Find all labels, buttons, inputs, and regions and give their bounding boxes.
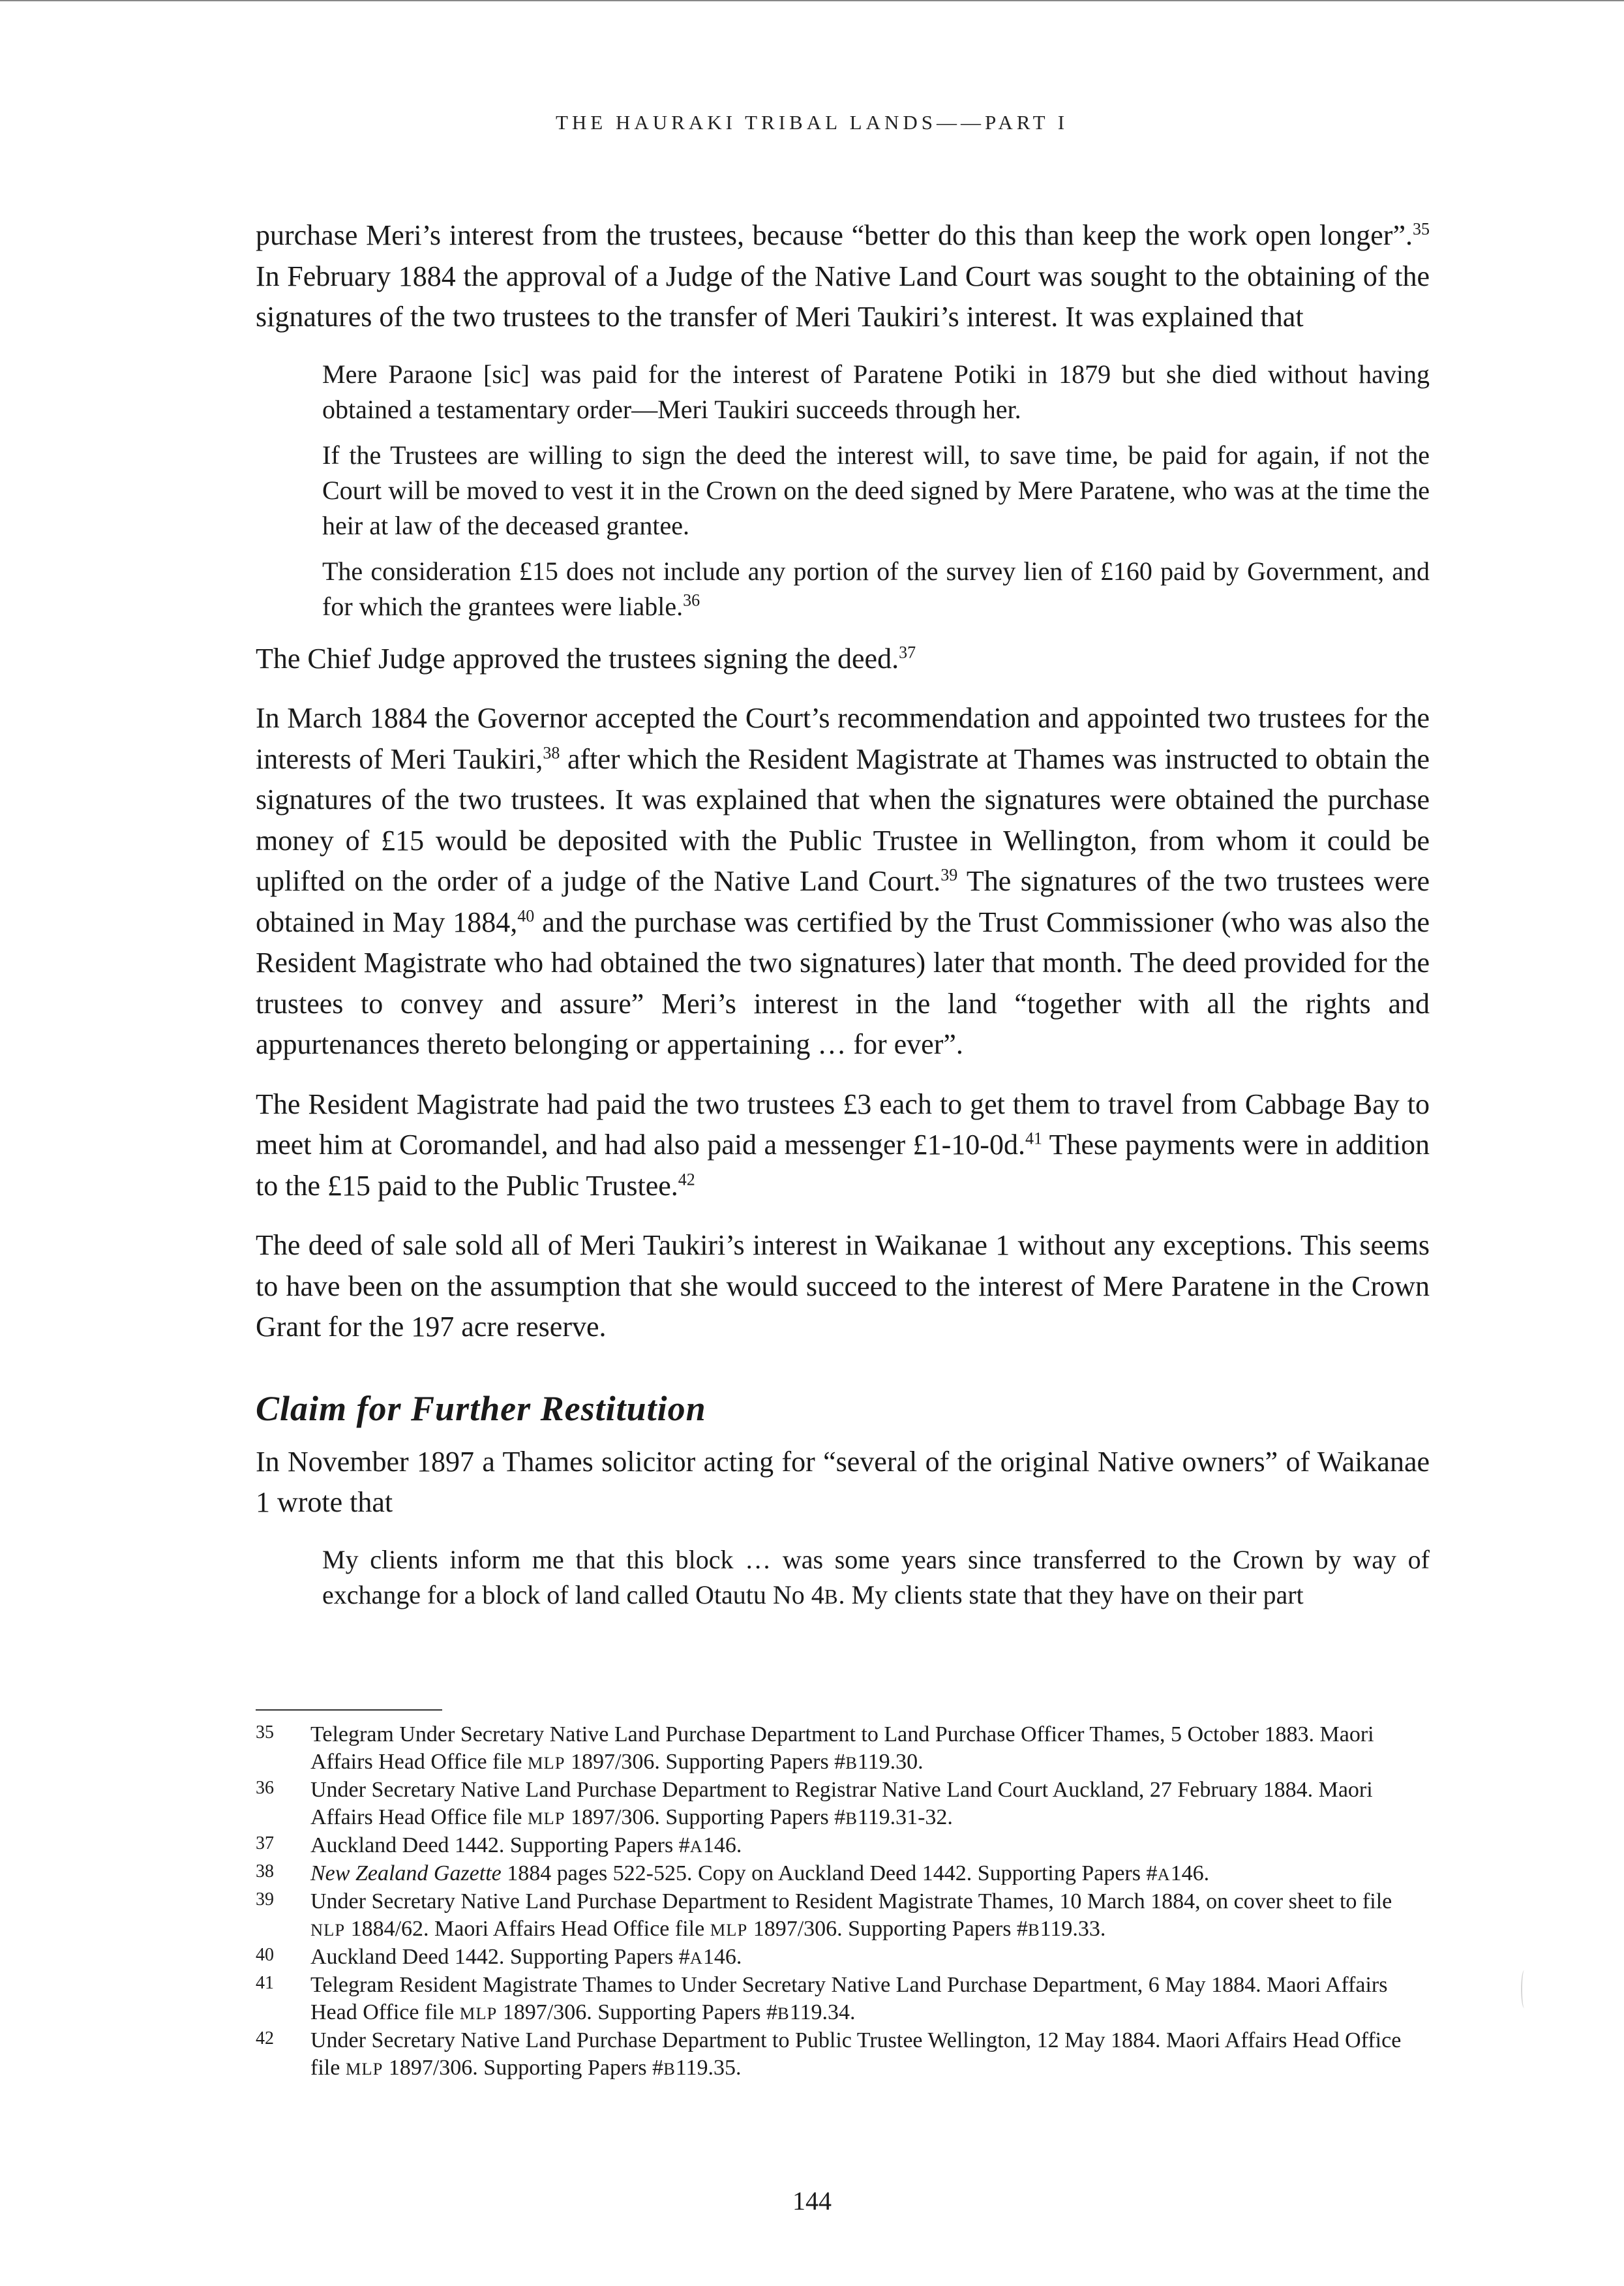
main-text bbox=[256, 215, 1430, 1629]
footnote-small-caps: A bbox=[1157, 1865, 1171, 1884]
footnote-text-part: 119.33. bbox=[1040, 1917, 1106, 1941]
footnote-ref-41[interactable]: 41 bbox=[1025, 1129, 1042, 1148]
footnote-ref-40[interactable]: 40 bbox=[517, 906, 535, 925]
footnote-small-caps: B bbox=[845, 1753, 858, 1773]
footnote-37 bbox=[256, 1832, 1430, 1860]
footnote-number: 35 bbox=[256, 1722, 274, 1743]
footnote-text-part: 1897/306. Supporting Papers # bbox=[383, 2056, 664, 2080]
footnote-text-part: 119.35. bbox=[675, 2056, 742, 2080]
footnote-35 bbox=[256, 1721, 1430, 1776]
footnote-text-part: Under Secretary Native Land Purchase Department to Registrar Native Land Court Auckland, 27 February 1884. Maori Affairs Head Office file bbox=[310, 1778, 1373, 1829]
footnote-text-part: Telegram Under Secretary Native Land Purchase Department to Land Purchase Officer Thames, 5 October 1883. Maori Affairs Head Office file bbox=[310, 1722, 1374, 1774]
footnote-41 bbox=[256, 1972, 1430, 2027]
footnote-number: 39 bbox=[256, 1889, 274, 1910]
footnote-text-part: 1897/306. Supporting Papers # bbox=[497, 2000, 778, 2024]
footnote-ref-42[interactable]: 42 bbox=[678, 1169, 695, 1189]
footnote-text bbox=[310, 1832, 1430, 1860]
paragraph-3-text-b: after which the Resident Magistrate at Thames was instructed to obtain the signatures of the two trustees. It was explained that when the signatures were obtained the purchase money of £15 would be deposited with the Public Trustee in Wellington, from whom it could be uplifted on the order of a judge of the Native Land Court. bbox=[256, 742, 1430, 897]
paragraph-2-text: The Chief Judge approved the trustees signing the deed. bbox=[256, 642, 899, 675]
paragraph-3 bbox=[256, 698, 1430, 1065]
footnote-text-part: Telegram Resident Magistrate Thames to Under Secretary Native Land Purchase Department, 6 May 1884. Maori Affairs Head Office file bbox=[310, 1973, 1388, 2024]
footnote-divider bbox=[256, 1709, 442, 1711]
paragraph-3-text-a: In March 1884 the Governor accepted the Court’s recommendation and appointed two trustees for the interests of Meri Taukiri, bbox=[256, 702, 1430, 775]
section-heading-text: Claim for Further Restitution bbox=[256, 1388, 706, 1428]
footnote-small-caps: MLP bbox=[710, 1920, 748, 1940]
block-quote-2-paragraph-1 bbox=[322, 1542, 1430, 1615]
paragraph-1-text-b: In February 1884 the approval of a Judge of the Native Land Court was sought to the obtaining of the signatures of the two trustees to the transfer of Meri Taukiri’s interest. It was explained that bbox=[256, 260, 1430, 333]
paragraph-6: In November 1897 a Thames solicitor acting for “several of the original Native owners” of Waikanae 1 wrote that bbox=[256, 1445, 1430, 1518]
footnote-text-part: Auckland Deed 1442. Supporting Papers # bbox=[310, 1945, 690, 1969]
footnote-text-part: 1897/306. Supporting Papers # bbox=[565, 1750, 846, 1774]
scan-mark bbox=[1521, 1970, 1527, 2008]
footnote-text-part: Under Secretary Native Land Purchase Department to Resident Magistrate Thames, 10 March 1884, on cover sheet to file bbox=[310, 1889, 1392, 1913]
footnote-number: 40 bbox=[256, 1945, 274, 1965]
footnote-text bbox=[310, 1888, 1430, 1943]
footnote-text-part: 146. bbox=[702, 1945, 742, 1969]
footnote-ref-36[interactable]: 36 bbox=[683, 590, 700, 610]
paragraph-1 bbox=[256, 215, 1430, 338]
footnote-ref-37[interactable]: 37 bbox=[899, 642, 916, 662]
footnote-38 bbox=[256, 1860, 1430, 1888]
block-quote-1 bbox=[322, 357, 1430, 624]
block-quote-1-paragraph-1: Mere Paraone [sic] was paid for the interest of Paratene Potiki in 1879 but she died without having obtained a testamentary order—Meri Taukiri succeeds through her. bbox=[322, 359, 1430, 424]
block-quote-2-text-c: . My clients state that they have on their part bbox=[838, 1579, 1304, 1609]
footnote-small-caps: B bbox=[1027, 1920, 1040, 1940]
footnote-number: 42 bbox=[256, 2028, 274, 2049]
footnote-text bbox=[310, 1943, 1430, 1972]
footnote-ref-39[interactable]: 39 bbox=[940, 865, 958, 885]
footnote-text-part: Auckland Deed 1442. Supporting Papers # bbox=[310, 1833, 690, 1857]
footnote-text bbox=[310, 1721, 1430, 1776]
footnote-text-part: 1884 pages 522-525. Copy on Auckland Deed 1442. Supporting Papers # bbox=[501, 1861, 1158, 1885]
footnote-small-caps: MLP bbox=[527, 1753, 565, 1773]
footnote-text bbox=[310, 2027, 1430, 2082]
footnote-small-caps: MLP bbox=[345, 2059, 383, 2079]
block-quote-1-paragraph-3 bbox=[322, 554, 1430, 624]
footnote-small-caps: A bbox=[689, 1836, 703, 1856]
footnote-ref-35[interactable]: 35 bbox=[1413, 219, 1430, 239]
footnote-text-part: 146. bbox=[1170, 1861, 1210, 1885]
footnote-small-caps: B bbox=[663, 2059, 676, 2079]
block-quote-1-paragraph-2: If the Trustees are willing to sign the deed the interest will, to save time, be paid for again, if not the Court will be moved to vest it in the Crown on the deed signed by Mere Paratene, who was at the time the heir at law of the deceased grantee. bbox=[322, 440, 1430, 540]
footnote-text bbox=[310, 1972, 1430, 2027]
paragraph-3-text-c: The signatures of the two trustees were obtained in May 1884, bbox=[256, 865, 1430, 938]
footnote-text-part: 119.34. bbox=[789, 2000, 856, 2024]
footnote-small-caps: MLP bbox=[459, 2004, 498, 2023]
footnote-number: 37 bbox=[256, 1833, 274, 1853]
footnote-42 bbox=[256, 2027, 1430, 2082]
footnote-small-caps: A bbox=[689, 1948, 703, 1968]
paragraph-4-text-a: The Resident Magistrate had paid the two trustees £3 each to get them to travel from Cabbage Bay to meet him at Coromandel, and had also paid a messenger £1-10-0d. bbox=[256, 1088, 1430, 1161]
footnote-text-part: 1897/306. Supporting Papers # bbox=[747, 1917, 1028, 1941]
paragraph-5: The deed of sale sold all of Meri Taukiri’s interest in Waikanae 1 without any exceptions. This seems to have been on the assumption that she would succeed to the interest of Mere Paratene in the Crown Grant for the 197 acre reserve. bbox=[256, 1229, 1430, 1343]
footnote-number: 41 bbox=[256, 1973, 274, 1993]
paragraph-4-text-b: These payments were in addition to the £15 paid to the Public Trustee. bbox=[256, 1129, 1430, 1202]
block-quote-2-small-caps: B bbox=[824, 1585, 839, 1608]
footnotes bbox=[256, 1721, 1430, 2082]
footnote-number: 38 bbox=[256, 1861, 274, 1882]
running-head: THE HAURAKI TRIBAL LANDS——PART I bbox=[555, 111, 1069, 134]
block-quote-2 bbox=[322, 1542, 1430, 1615]
footnote-text-part: 1884/62. Maori Affairs Head Office file bbox=[345, 1917, 710, 1941]
footnote-small-caps: B bbox=[777, 2004, 790, 2023]
footnote-40 bbox=[256, 1943, 1430, 1972]
footnote-small-caps: MLP bbox=[527, 1808, 565, 1828]
footnote-text bbox=[310, 1776, 1430, 1832]
paragraph-4 bbox=[256, 1084, 1430, 1207]
block-quote-1-paragraph-3-text: The consideration £15 does not include any portion of the survey lien of £160 paid by Government, and for which the grantees were liable. bbox=[322, 556, 1430, 621]
footnote-ref-38[interactable]: 38 bbox=[543, 742, 560, 762]
paragraph-3-text-d: and the purchase was certified by the Trust Commissioner (who was also the Resident Magistrate who had obtained the two signatures) later that month. The deed provided for the trustees to convey and assure” Meri’s interest in the land “together with all the rights and appurtenances thereto belonging or appertaining … for ever”. bbox=[256, 906, 1430, 1060]
paragraph-2 bbox=[256, 639, 1430, 680]
footnote-italic-title: New Zealand Gazette bbox=[310, 1861, 502, 1885]
footnote-text-part: Under Secretary Native Land Purchase Department to Public Trustee Wellington, 12 May 1884. Maori Affairs Head Office file bbox=[310, 2028, 1402, 2080]
footnote-text-part: 1897/306. Supporting Papers # bbox=[565, 1805, 846, 1829]
footnote-small-caps: NLP bbox=[310, 1920, 346, 1940]
footnote-text-part: 119.30. bbox=[857, 1750, 924, 1774]
footnote-text-part: 119.31-32. bbox=[857, 1805, 953, 1829]
footnote-small-caps: B bbox=[845, 1808, 858, 1828]
page-number: 144 bbox=[792, 2186, 832, 2216]
footnote-text bbox=[310, 1860, 1430, 1888]
block-quote-2-text-a: My clients inform me that this block … was some years since transferred to the Crown by way of exchange for a block of land called Otautu No 4 bbox=[322, 1544, 1430, 1609]
paragraph-1-text-a: purchase Meri’s interest from the trustees, because “better do this than keep the work open longer”. bbox=[256, 219, 1413, 251]
footnote-39 bbox=[256, 1888, 1430, 1943]
footnote-number: 36 bbox=[256, 1778, 274, 1798]
footnote-text-part: 146. bbox=[702, 1833, 742, 1857]
section-heading bbox=[256, 1387, 1430, 1430]
footnote-36 bbox=[256, 1776, 1430, 1832]
